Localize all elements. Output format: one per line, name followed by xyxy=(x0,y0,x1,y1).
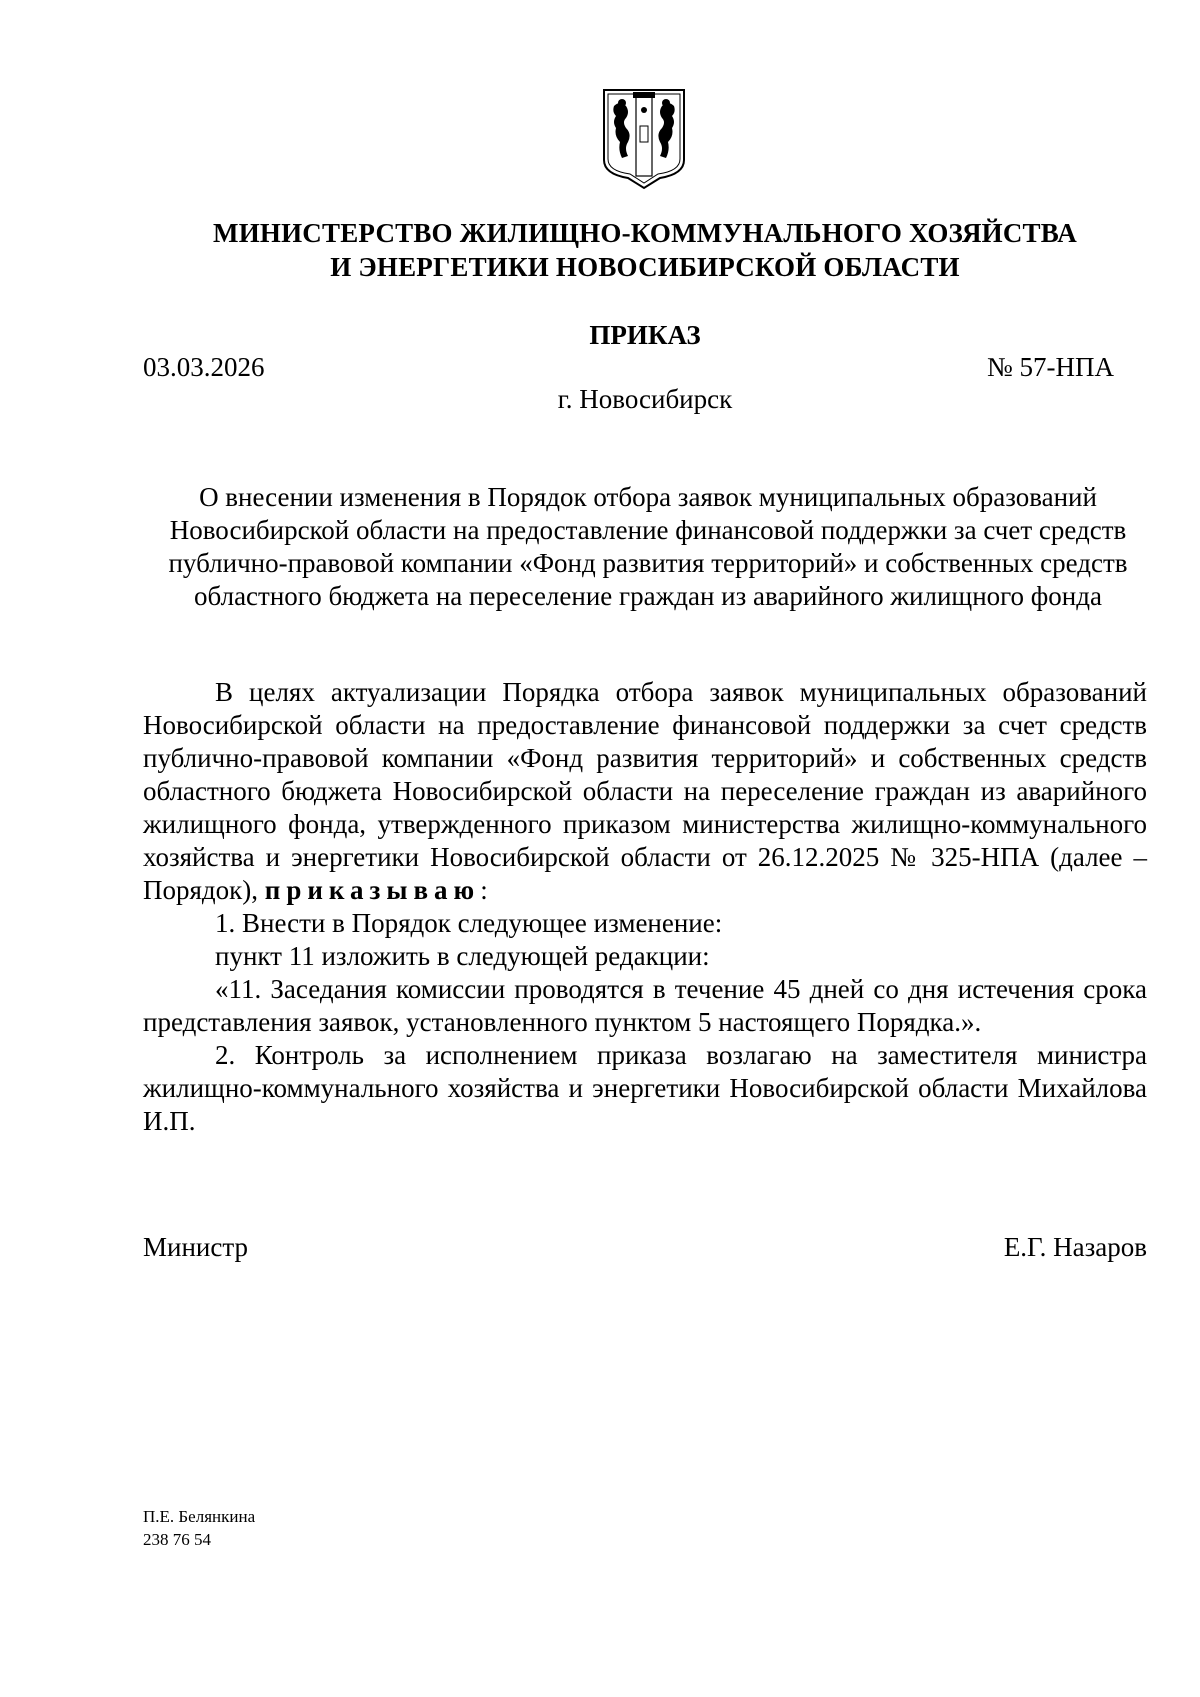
preamble-text: В целях актуализации Порядка отбора заявок муниципальных образований Новосибирской области на предоставление финансовой поддержки за счет средств публично-правовой компании «Фонд развития территорий» и собственных средств областного бюджета Новосибирской области на переселение граждан из аварийного жилищного фонда, утвержденного приказом министерства жилищно-коммунального хозяйства и энергетики Новосибирской области от 26.12.2025 № 325-НПА (далее – Порядок), xyxy=(143,677,1147,905)
coat-of-arms-icon xyxy=(600,86,688,190)
document-body xyxy=(143,676,1147,1138)
item-1: 1. Внести в Порядок следующее изменение: xyxy=(215,908,723,938)
ministry-name-line1: МИНИСТЕРСТВО ЖИЛИЩНО-КОММУНАЛЬНОГО ХОЗЯЙСТВА xyxy=(213,218,1077,248)
order-suffix: : xyxy=(480,875,488,905)
document-subject: О внесении изменения в Порядок отбора заявок муниципальных образований Новосибирской области на предоставление финансовой поддержки за счет средств публично-правовой компании «Фонд развития территорий» и собственных средств областного бюджета на переселение граждан из аварийного жилищного фонда xyxy=(168,482,1128,611)
document-type: ПРИКАЗ xyxy=(589,320,701,350)
document-city: г. Новосибирск xyxy=(557,384,733,414)
executor-name: П.Е. Белянкина xyxy=(143,1507,256,1526)
preamble-paragraph xyxy=(143,676,1147,907)
ministry-name xyxy=(120,216,1170,284)
order-word: приказываю xyxy=(264,875,481,905)
executor-info xyxy=(143,1505,255,1551)
item-1-text: «11. Заседания комиссии проводятся в течение 45 дней со дня истечения срока представления заявок, установленного пунктом 5 настоящего Порядка.». xyxy=(143,974,1147,1037)
executor-phone: 238 76 54 xyxy=(143,1530,211,1549)
signatory-position: Министр xyxy=(143,1232,248,1262)
document-number: № 57-НПА xyxy=(987,352,1114,382)
item-1-sub: пункт 11 изложить в следующей редакции: xyxy=(215,941,710,971)
item-2: 2. Контроль за исполнением приказа возлагаю на заместителя министра жилищно-коммунального хозяйства и энергетики Новосибирской области Михайлова И.П. xyxy=(143,1040,1147,1136)
document-date: 03.03.2026 xyxy=(143,352,265,382)
ministry-name-line2: И ЭНЕРГЕТИКИ НОВОСИБИРСКОЙ ОБЛАСТИ xyxy=(330,252,960,282)
signatory-name: Е.Г. Назаров xyxy=(1003,1232,1147,1262)
